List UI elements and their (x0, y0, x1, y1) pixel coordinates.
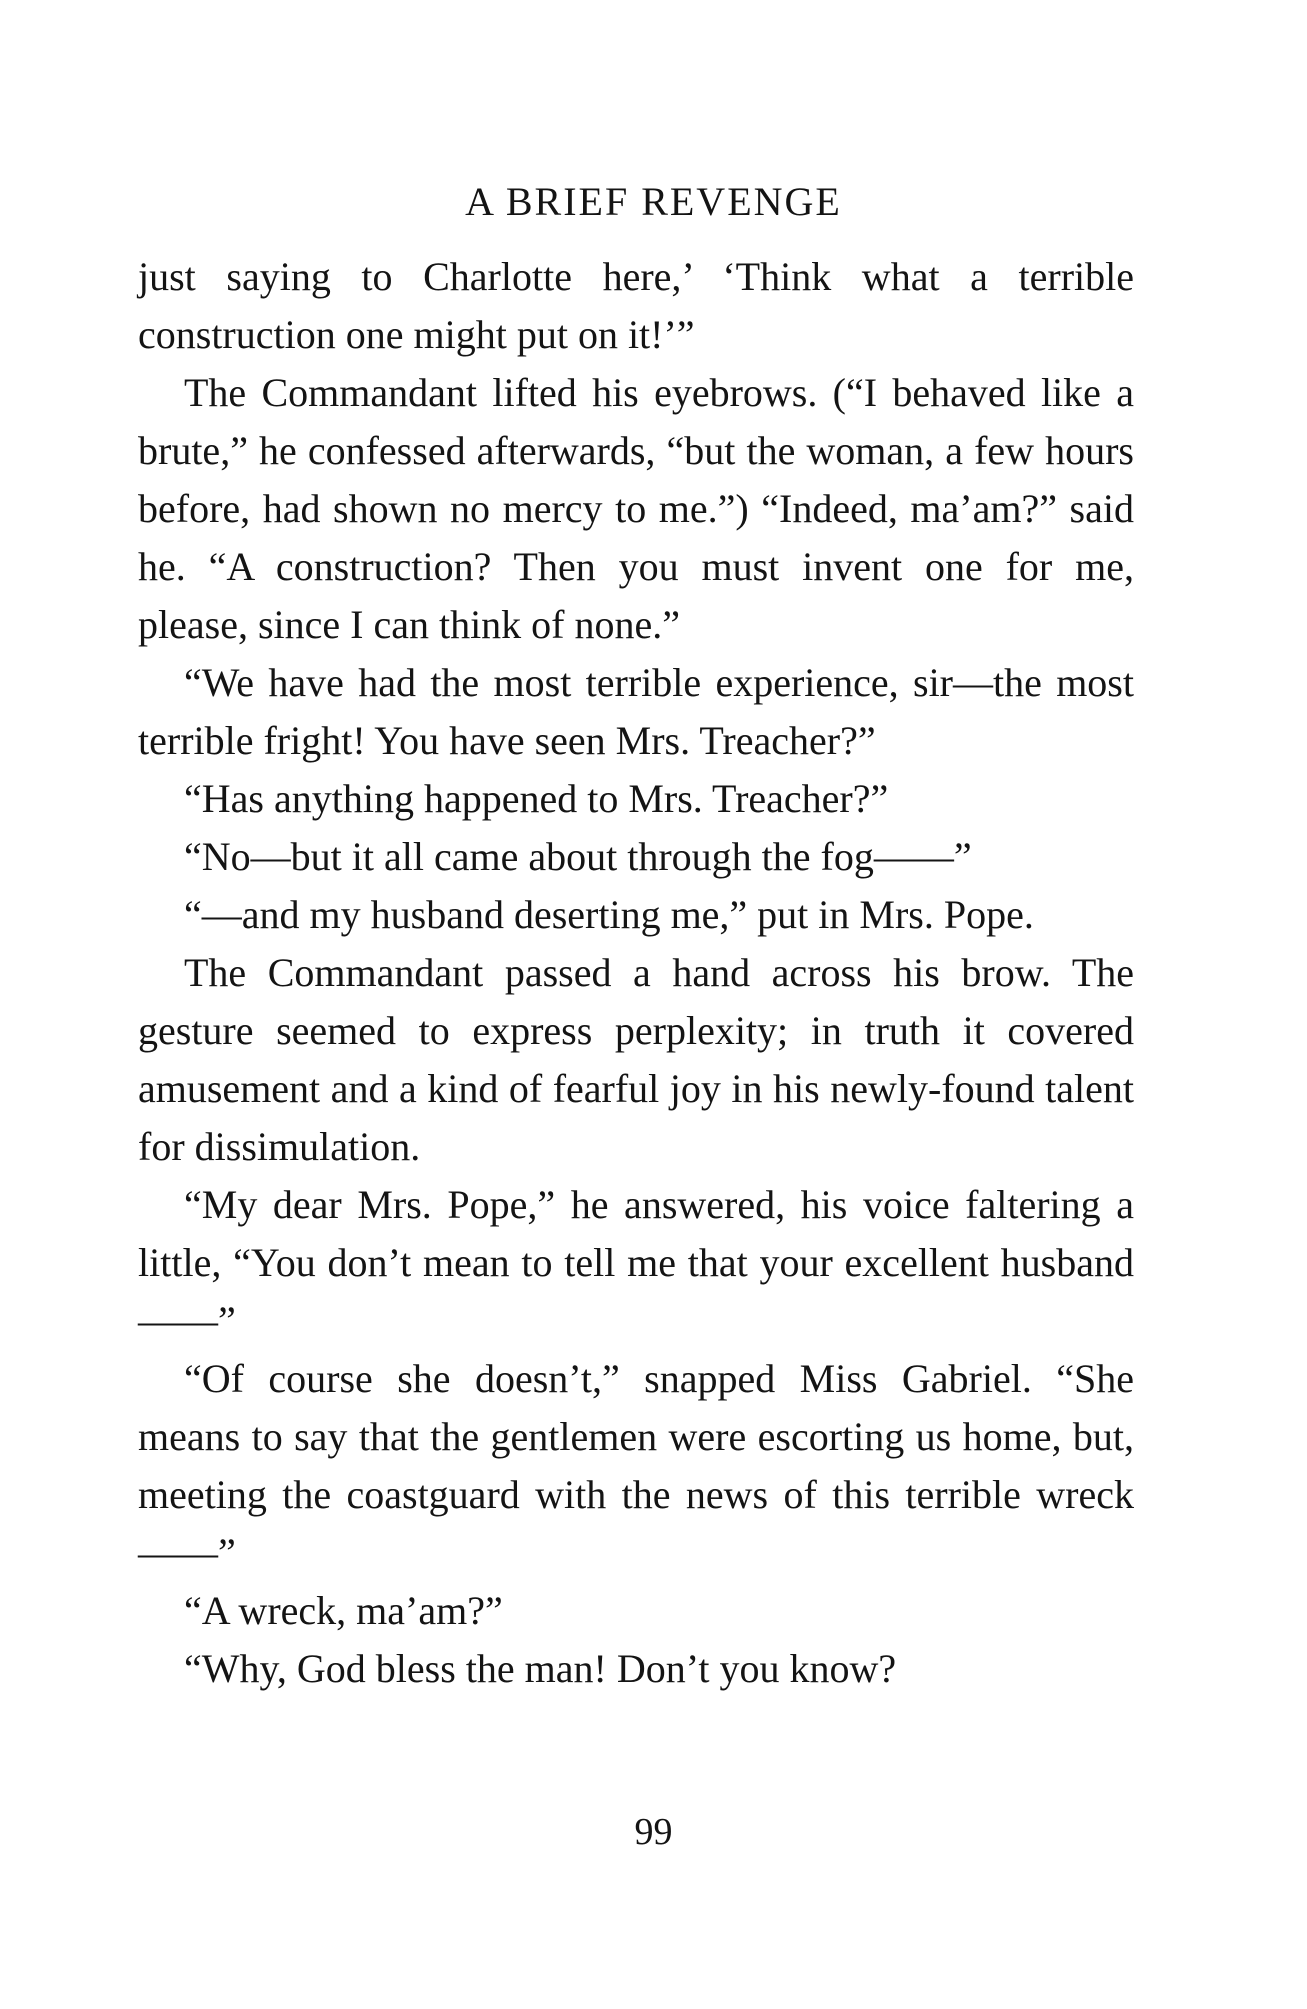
paragraph-6: “—and my husband deserting me,” put in Mrs. Pope. (184, 892, 1034, 937)
page-number: 99 (634, 1811, 673, 1853)
paragraph-10: “A wreck, ma’am?” (184, 1588, 503, 1633)
paragraph-8: “My dear Mrs. Pope,” he answered, his voice faltering a little, “You don’t mean to tell me that your excellent husband——” (138, 1182, 1134, 1343)
paragraph-9: “Of course she doesn’t,” snapped Miss Gabriel. “She means to say that the gentlemen were escorting us home, but, meeting the coastguard with the news of this terrible wreck——” (138, 1356, 1134, 1575)
body-text (138, 248, 1134, 1698)
running-head: A BRIEF REVENGE (465, 179, 842, 224)
paragraph-1: just saying to Charlotte here,’ ‘Think what a terrible construction one might put on it!’” (138, 254, 1134, 357)
paragraph-2: The Commandant lifted his eyebrows. (“I behaved like a brute,” he confessed afterwards, “but the woman, a few hours before, had shown no mercy to me.”) “Indeed, ma’am?” said he. “A construction? Then you must invent one for me, please, since I can think of none.” (138, 370, 1134, 647)
paragraph-11: “Why, God bless the man! Don’t you know? (184, 1646, 897, 1691)
paragraph-5: “No—but it all came about through the fog——” (184, 834, 972, 879)
paragraph-3: “We have had the most terrible experience, sir—the most terrible fright! You have seen Mrs. Treacher?” (138, 660, 1134, 763)
paragraph-7: The Commandant passed a hand across his brow. The gesture seemed to express perplexity; in truth it covered amusement and a kind of fearful joy in his newly-found talent for dissimulation. (138, 950, 1134, 1169)
paragraph-4: “Has anything happened to Mrs. Treacher?” (184, 776, 889, 821)
